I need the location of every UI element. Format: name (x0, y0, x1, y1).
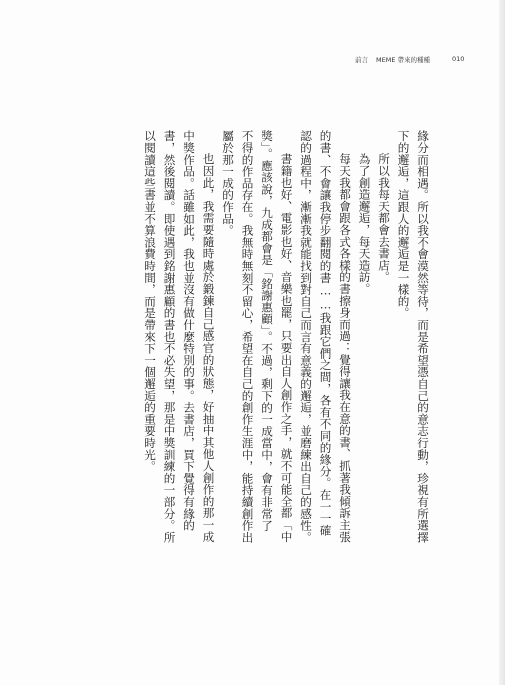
paragraph-6 (140, 130, 218, 620)
text-line: 緣分而相遇。所以我不會漠然等待，而是希望憑自己的意志行動，珍視有所選擇 (416, 130, 430, 543)
text-line: 以閱讀這些書並不算浪費時間，而是帶來下一個邂逅的重要時光。 (143, 130, 157, 473)
paragraph-5 (218, 130, 296, 620)
body-text (140, 130, 433, 620)
text-line: 書籍也好、電影也好、音樂也罷，只要出自人創作之手，就不可能全都「中 (279, 153, 294, 543)
text-line: 書，然後閱讀。即使遇到銘謝惠顧的書也不必失望，那是中獎訓練的一部分。所 (162, 130, 177, 543)
paragraph-1 (393, 130, 432, 620)
text-line: 獎」。應該說，九成都會是「銘謝惠顧」。不過，剩下的一成當中，會有非常了 (260, 130, 274, 532)
paragraph-4 (296, 130, 355, 620)
running-header (0, 55, 430, 64)
text-line: 屬於那一成的作品。 (221, 130, 235, 237)
text-line: 所以我每天都會去書店。 (377, 153, 391, 283)
header-section: 前言 (355, 56, 368, 64)
text-line: 為了創造邂逅，每天造訪。 (357, 153, 372, 295)
page-number: 010 (452, 55, 465, 63)
page-edge (499, 0, 505, 685)
paragraph-3 (354, 130, 374, 620)
text-line: 不得的作品存在。我無時無刻不留心，希望在自己的創作生涯中，能持續創作出 (240, 130, 255, 543)
text-line: 也因此，我需要隨時處於鍛鍊自己感官的狀態，好抽中其他人創作的那一成 (201, 153, 216, 543)
text-line: 認的過程中，漸漸我就能找到對自己而言有意義的邂逅，並磨練出自己的感性。 (299, 130, 313, 543)
header-title: MEME 帶來的種種 (376, 56, 430, 64)
text-line: 每天我都會跟各式各樣的書擦身而過：覺得讓我在意的書、抓著我傾訴主張 (338, 153, 352, 543)
text-line: 的書、不會讓我停步翻閱的書……我跟它們之間，各有不同的緣分。在一一確 (318, 130, 333, 536)
paragraph-2 (374, 130, 394, 620)
text-line: 下的邂逅，這跟人的邂逅是一樣的。 (396, 130, 411, 319)
text-line: 中獎作品。話雖如此，我也並沒有做什麼特別的事。去書店，買下覺得有緣的 (182, 130, 196, 532)
